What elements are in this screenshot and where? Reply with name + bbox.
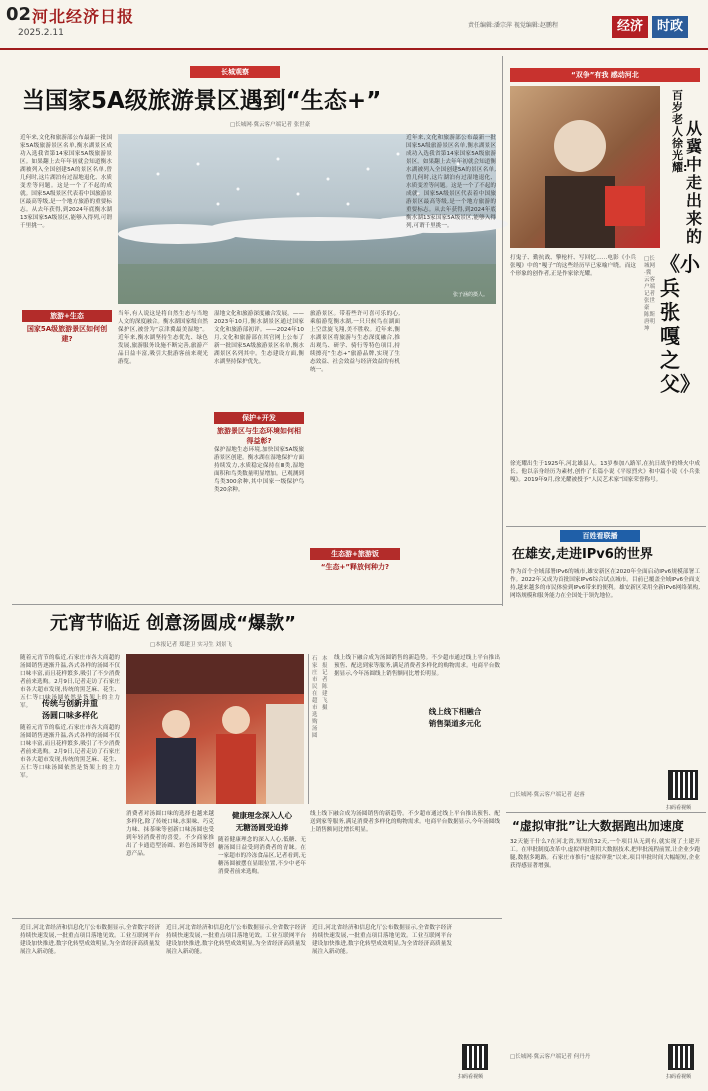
divider [308,654,309,804]
headline: 元宵节临近 创意汤圆成“爆款” [50,613,296,634]
story-text-col3: 随着健康理念的深入人心,低糖、无糖汤圆日益受到消费者的青睐。在一家超市的冷冻食品区,记者看到,无糖汤圆被摆在显眼位置,不少中老年消费者前来选购。 [218,837,306,875]
story-text-col1-intro: 随着元宵节的临近,石家庄市各大商超的汤圆销售逐渐升温,各式各样的汤圆不仅口味丰富,而且花样繁多,吸引了不少消费者前来选购。2月9日,记者走访了石家庄市各大超市发现,传统的黑芝麻、花生、五仁等口味汤圆依然是货架上的主力军。 [20,655,120,709]
qr-label: 扫码看视频 [666,1074,692,1080]
editors-credit: 责任编辑:潘宗萍 视觉编辑:赵鹏程 [468,22,558,29]
divider [502,56,503,606]
paper-name: 河北经济日报 [32,7,135,26]
qr-label: 扫码看视频 [666,805,692,811]
subhead-2b: 旅游景区与生态环境如何相得益彰? [217,427,301,445]
byline: □长城网·冀云客户端记者 张世豪 [230,122,311,128]
issue-date: 2025.2.11 [18,28,64,38]
title-line2: 从冀中走出来的 [686,119,703,246]
qr-code-icon[interactable] [462,1044,488,1070]
photo-xu-guangyao [510,86,660,248]
byline: □长城网·冀云客户端记者 赵睿 [510,792,585,798]
subhead-1b: 国家5A级旅游景区如何创建? [26,325,108,343]
subhead-1: 旅游+生态 [22,310,112,322]
story-text-col2: 当年,有人说这是将自然生态与当地人文的深度融合。衡水湖国家级自然保护区,被誉为“京津冀最美湿地”。近年来,衡水湖坚持生态优先、绿色发展,旅游服务设施不断完善,旅游产品日益丰富,吸引大批游客前来观光游览。 [118,311,208,365]
column-tag: “双争”有我 感动河北 [510,68,700,82]
subhead-3b: 销售渠道多元化 [428,719,482,728]
subhead-2: 保护+开发 [214,412,304,424]
story-text: 32天能干什么?在河北省,短短的32天,一个项目从无到有,就实现了土建开工。在审批制度改革中,虚拟审批利用大数据技术,把审批流程前置,让企业少跑腿,数据多跑路。石家庄市推行“虚拟审批”以来,项目审批时间大幅缩短,企业获得感显著增强。 [510,839,700,869]
photo-caption-2: 本报记者 陈建飞摄 [322,656,328,711]
story-text-col2: 消费者对汤圆口味的选择也越来越多样化,除了传统口味,水果味、巧克力味、抹茶味等创新口味汤圆也受到年轻消费者的喜爱。不少商家推出了卡通造型汤圆、彩色汤圆等创意产品。 [126,811,214,857]
divider [12,604,502,605]
subhead-3b: “生态+”释放何种力? [320,563,390,571]
photo-caption: 张子涵的摄人。 [452,292,488,298]
story-text-col3b: 保护湿地生态环境,加快国家5A级旅游景区创建。衡水湖在湿地保护方面持续发力,水质稳定保持在Ⅲ类,湿地面积和鸟类数量明显增加。已观测到鸟类300余种,其中国家一级保护鸟类20余种。 [214,447,304,493]
qr-code-icon[interactable] [668,1044,694,1070]
divider [12,918,502,919]
subhead-2: 健康理念深入人心 [232,811,292,820]
byline: □本报记者 郑建卫 实习生 刘景飞 [150,642,232,648]
story-text-col2: 近日,河北省经济和信息化厅公布数据显示,全省数字经济持续快速发展,一批重点项目落地见效。工业互联网平台建设加快推进,数字化转型成效明显,为全省经济高质量发展注入新动能。 [166,925,306,955]
section-label-economy: 经济 [612,16,648,38]
story-text-col1: 近年来,文化和旅游部公布最新一批国家5A级旅游景区名单,衡水湖景区成功入选我省第14家国家5A级旅游景区。如果翻上去年年初就会知道衡水湖被列入全国创建5A的景区名单,曾几何时,这片湖泊有过湿地退化、水质变差等问题。这是一个了不起的成就。国家5A级景区代表着中国旅游景区最高等级,是一个地方旅游的重要标志。从去年获得,到2024年底衡水湖13家国家5A级景区,能够入得列,可谓千里挑一。 [20,135,112,229]
section-label-politics: 时政 [652,16,688,38]
story-text-col4-top: 线上线下融合成为汤圆销售的新趋势。不少超市通过线上平台推出预售、配送到家等服务,满足消费者多样化的购物需求。电商平台数据显示,今年汤圆线上销售额同比增长明显。 [334,655,500,677]
headline: “虚拟审批”让大数据跑出加速度 [512,819,684,833]
subhead-3: 生态游+旅游饭 [310,548,400,560]
qr-label: 扫码看视频 [458,1074,484,1080]
story-text-col1: 近日,河北省经济和信息化厅公布数据显示,全省数字经济持续快速发展,一批重点项目落地见效。工业互联网平台建设加快推进,数字化转型成效明显,为全省经济高质量发展注入新动能。 [20,925,160,955]
story-text-col4: 旅游景区。带着些许可喜可乐的心,乘船游览衡水湖,一只只候鸟在湖面上空盘旋飞翔,美不胜收。近年来,衡水湖景区将旅游与生态深度融合,推出观鸟、研学、骑行等特色项目,持续擦亮“生态+”旅游品牌,实现了生态效益、社会效益与经济效益的有机统一。 [310,311,400,373]
shoppers-graphic [126,654,304,804]
subhead-1b: 汤圆口味多样化 [42,711,98,720]
portrait-graphic [510,86,660,248]
headline: 当国家5A级旅游景区遇到“生态+” [22,88,382,114]
story-text-col3: 湿地文化和旅游深度融合发展。——2023年10月,衡水湖景区通过国家文化和旅游部初评。——2024年10月,文化和旅游部在其官网上公布了新一批国家5A级旅游景区名单,衡水湖景区名列其中。生态建设方面,衡水湖坚持保护优先。 [214,311,304,365]
story-text-col3: 近日,河北省经济和信息化厅公布数据显示,全省数字经济持续快速发展,一批重点项目落地见效。工业互联网平台建设加快推进,数字化转型成效明显,为全省经济高质量发展注入新动能。 [312,925,452,955]
byline: □长城网·冀云客户端记者 何丹丹 [510,1054,591,1060]
title-line3: 《小兵张嘎之父》 [660,252,700,396]
story-text: 作为首个全域部署IPv6的城市,雄安新区在2020年全面启动IPv6规模部署工作。2022年又成为首批国家IPv6综合试点城市。目前已覆盖全域IPv6全面支持,越来越多的市民体验到IPv6带来的便利。雄安新区采用全新IPv6网络架构,网络规模和服务能力在全国处于领先地位。 [510,569,700,599]
photo-shoppers [126,654,304,804]
story-text-col1: 随着元宵节的临近,石家庄市各大商超的汤圆销售逐渐升温,各式各样的汤圆不仅口味丰富,而且花样繁多,吸引了不少消费者前来选购。2月9日,记者走访了石家庄市各大超市发现,传统的黑芝麻、花生、五仁等口味汤圆依然是货架上的主力军。 [20,725,120,779]
headline: 在雄安,走进IPv6的世界 [512,547,653,562]
story-text-col2: 徐光耀出生于1925年,河北雄县人。13岁参加八路军,在抗日战争的烽火中成长。他以亲身经历为素材,创作了长篇小说《平原烈火》和中篇小说《小兵张嘎》。2019年9月,徐光耀被授予“人民艺术家”国家荣誉称号。 [510,461,700,483]
divider [506,812,706,813]
title-line1: 百岁老人徐光耀: [672,89,688,174]
divider [506,526,706,527]
story-text-col5: 近年来,文化和旅游部公布最新一批国家5A级旅游景区名单,衡水湖景区成功入选我省第14家国家5A级旅游景区。如果翻上去年年初就会知道衡水湖被列入全国创建5A的景区名单,曾几何时,这片湖泊有过湿地退化、水质变差等问题。这是一个了不起的成就。国家5A级景区代表着中国旅游景区最高等级,是一个地方旅游的重要标志。从去年获得,到2024年底衡水湖13家国家5A级景区,能够入得列,可谓千里挑一。 [406,135,496,229]
qr-code-icon[interactable] [668,770,698,800]
story-text-col1: 打鬼子、勤抗战、擎枪杆、写回忆……电影《小兵张嘎》中的“嘎子”的这些经历早已家喻户晓。而这个形象的创作者,正是作家徐光耀。 [510,255,636,277]
subhead-1: 传统与创新并重 [42,699,98,708]
column-tag: 百姓看联播 [560,530,640,542]
story-text-col4: 线上线下融合成为汤圆销售的新趋势。不少超市通过线上平台推出预售、配送到家等服务,满足消费者多样化的购物需求。电商平台数据显示,今年汤圆线上销售额同比增长明显。 [310,811,500,833]
masthead [0,0,708,50]
page-number: 02 [6,4,32,25]
byline: □长城网·冀云客户端记者 张世豪 陈斯 唐明坤 [644,256,656,332]
column-tag: 长城观察 [190,66,280,78]
subhead-3: 线上线下相融合 [428,707,482,716]
photo-caption-1: 石家庄市民在超市选购汤圆 [312,656,318,739]
subhead-2b: 无糖汤圆受追捧 [235,823,289,832]
